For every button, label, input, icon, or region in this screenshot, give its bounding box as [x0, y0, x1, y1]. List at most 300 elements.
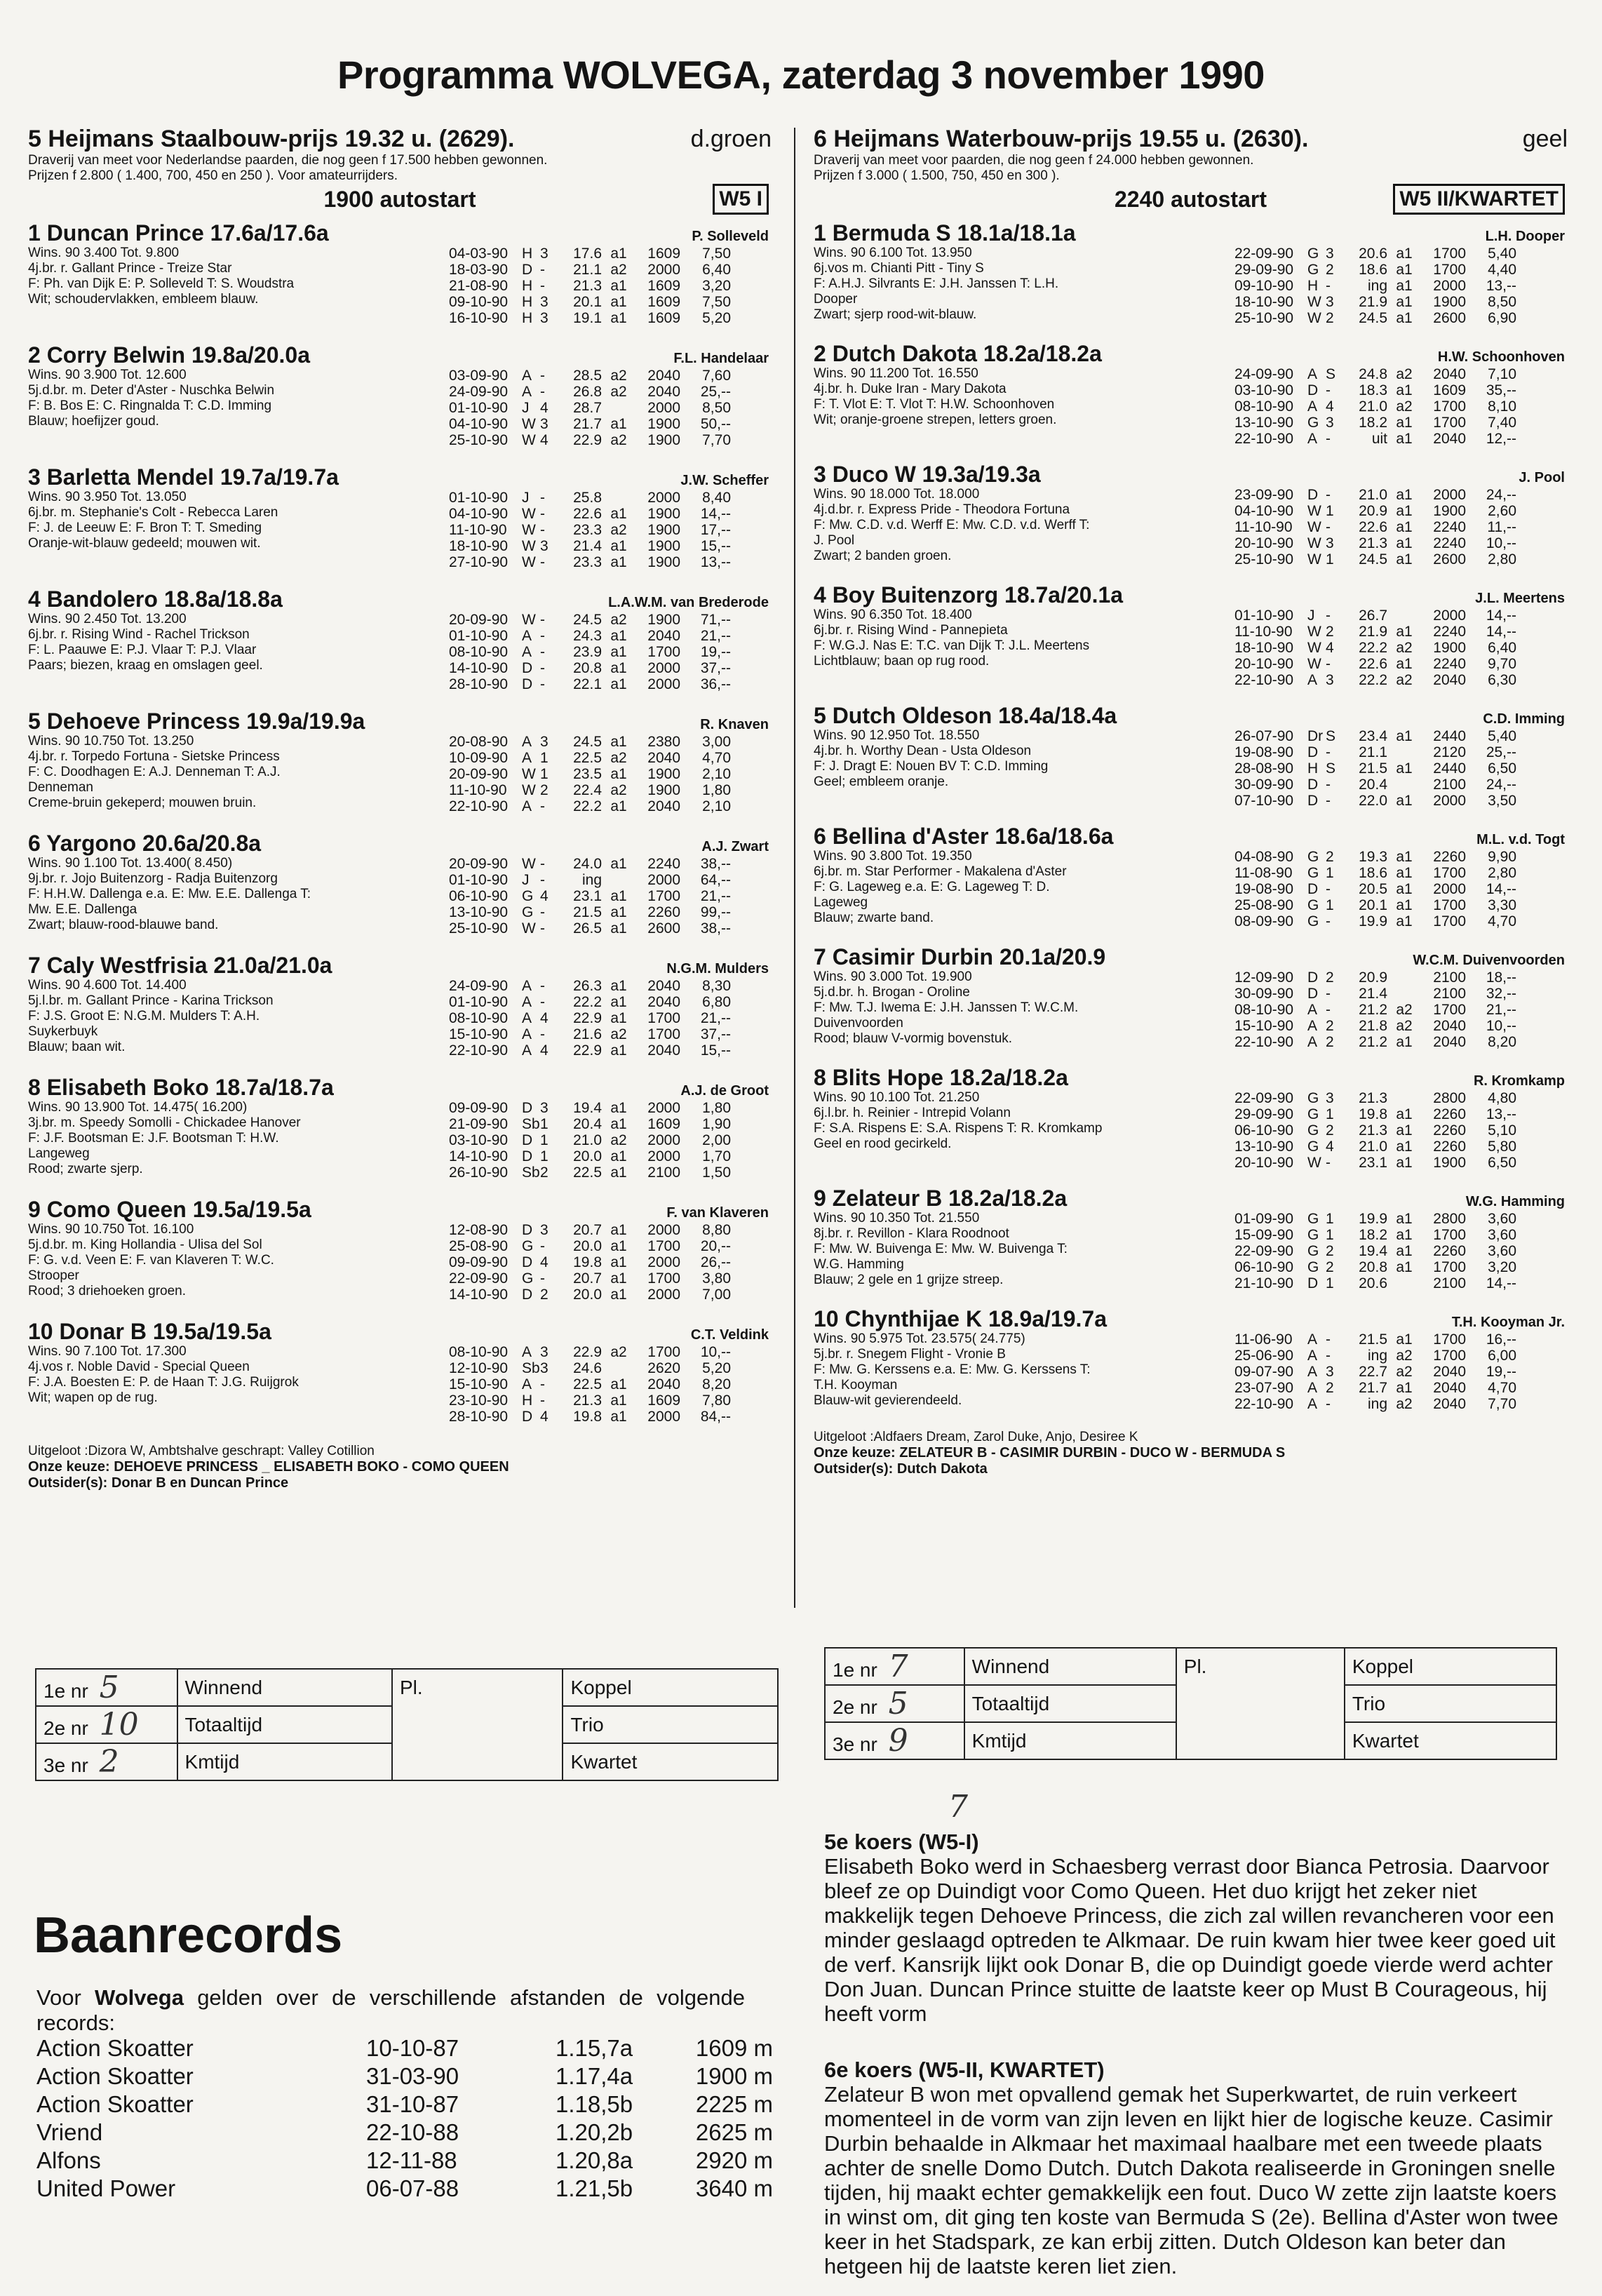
- run-track: D: [1307, 881, 1319, 897]
- horse-info-line: Geel en rood gecirkeld.: [814, 1136, 952, 1151]
- run-km-time: 22.5: [573, 1376, 602, 1392]
- horse-entry: [814, 1186, 1568, 1302]
- horse-info-line: F: S.A. Rispens E: S.A. Rispens T: R. Kromkamp: [814, 1121, 1103, 1136]
- run-start: a1: [1396, 728, 1413, 744]
- run-km-time: 20.1: [573, 294, 602, 310]
- run-place: -: [540, 554, 545, 570]
- run-km-time: 22.2: [573, 798, 602, 814]
- run-distance: 1900: [647, 612, 680, 628]
- run-row: [1234, 294, 1568, 310]
- run-odds: 2,10: [702, 766, 731, 782]
- run-start: a1: [1396, 310, 1413, 326]
- horse-details: [814, 487, 1568, 568]
- run-start: a2: [610, 262, 627, 278]
- race-color: d.groen: [690, 126, 772, 152]
- horse-info-line: 6j.l.br. h. Reinier - Intrepid Volann: [814, 1106, 1011, 1120]
- run-date: 20-10-90: [1234, 656, 1294, 672]
- horse-info-line: Wins. 90 13.900 Tot. 14.475( 16.200): [28, 1100, 248, 1115]
- run-date: 25-10-90: [449, 432, 509, 448]
- baanrecords-title: Baanrecords: [34, 1907, 343, 1963]
- run-place: 3: [1326, 415, 1334, 431]
- run-row: [1234, 415, 1568, 431]
- horse-info-line: Wit; schoudervlakken, embleem blauw.: [28, 292, 259, 307]
- run-place: 3: [540, 1360, 548, 1376]
- run-date: 09-09-90: [449, 1254, 509, 1270]
- run-distance: 2260: [647, 904, 680, 920]
- run-row: [1234, 1380, 1568, 1396]
- run-odds: 25,--: [700, 384, 731, 400]
- race-5-column: [28, 125, 772, 1491]
- horse-info-line: Lageweg: [814, 895, 868, 910]
- run-distance: 2240: [1433, 519, 1466, 535]
- run-date: 18-10-90: [1234, 640, 1294, 656]
- run-date: 18-03-90: [449, 262, 509, 278]
- run-km-time: 20.0: [573, 1238, 602, 1254]
- run-row: [1234, 366, 1568, 382]
- horse-details: [814, 1090, 1568, 1171]
- record-row: [36, 2175, 773, 2203]
- run-track: A: [522, 1344, 532, 1360]
- run-place: -: [540, 1392, 545, 1409]
- run-place: -: [540, 628, 545, 644]
- horse-info-line: F: Ph. van Dijk E: P. Solleveld T: S. Woudstra: [28, 276, 295, 291]
- run-date: 24-09-90: [449, 978, 509, 994]
- run-track: A: [1307, 1034, 1318, 1050]
- run-track: W: [1307, 310, 1321, 326]
- run-odds: 1,80: [702, 1100, 731, 1116]
- run-start: a1: [1396, 1331, 1413, 1348]
- record-horse: Action Skoatter: [36, 2035, 194, 2061]
- run-row: [1234, 1396, 1568, 1412]
- run-distance: 2100: [647, 1164, 680, 1181]
- run-km-time: 22.9: [573, 1042, 602, 1059]
- horse-name: 8 Elisabeth Boko 18.7a/18.7a: [28, 1075, 334, 1100]
- horse-details: [28, 734, 772, 814]
- run-track: W: [522, 432, 536, 448]
- run-date: 28-08-90: [1234, 760, 1294, 777]
- run-km-time: 22.4: [573, 782, 602, 798]
- run-place: 3: [540, 1222, 548, 1238]
- run-odds: 5,40: [1488, 246, 1516, 262]
- horse-info: [814, 849, 1234, 929]
- run-track: G: [522, 1270, 534, 1287]
- run-place: 1: [540, 1148, 548, 1164]
- run-odds: 26,--: [700, 1254, 731, 1270]
- run-odds: 7,70: [702, 432, 731, 448]
- run-distance: 1700: [647, 888, 680, 904]
- race-heading: [814, 125, 1568, 153]
- horse-info-line: Wins. 90 3.800 Tot. 19.350: [814, 849, 972, 864]
- run-track: A: [1307, 398, 1318, 415]
- run-row: [1234, 607, 1568, 624]
- run-odds: 4,70: [1488, 1380, 1516, 1396]
- run-km-time: 20.9: [1359, 969, 1387, 986]
- run-row: [1234, 535, 1568, 551]
- run-place: 2: [1326, 969, 1334, 986]
- trainer-name: A.J. de Groot: [680, 1083, 769, 1099]
- run-date: 22-10-90: [1234, 431, 1294, 447]
- run-place: -: [540, 644, 545, 660]
- run-date: 20-09-90: [449, 612, 509, 628]
- horse-details: [28, 1222, 772, 1303]
- result-label: Pl.: [1176, 1648, 1345, 1759]
- run-odds: 7,80: [702, 1392, 731, 1409]
- run-row: [1234, 1259, 1568, 1275]
- run-place: -: [540, 1270, 545, 1287]
- run-start: a2: [610, 1132, 627, 1148]
- run-start: a1: [610, 1254, 627, 1270]
- run-start: a1: [610, 294, 627, 310]
- run-distance: 2240: [647, 856, 680, 872]
- run-odds: 3,50: [1488, 793, 1516, 809]
- run-start: a1: [610, 1100, 627, 1116]
- run-distance: 2040: [647, 384, 680, 400]
- run-distance: 2600: [1433, 310, 1466, 326]
- record-date: 06-07-88: [366, 2175, 459, 2201]
- run-row: [1234, 760, 1568, 777]
- run-odds: 2,10: [702, 798, 731, 814]
- run-odds: 2,80: [1488, 551, 1516, 568]
- run-row: [449, 1376, 772, 1392]
- run-odds: 8,80: [702, 1222, 731, 1238]
- run-place: 4: [540, 400, 548, 416]
- commentary-text: Elisabeth Boko werd in Schaesberg verrast door Bianca Petrosia. Daarvoor bleef ze op Duindigt voor Como Queen. Het duo krijgt het zeker niet makkelijk tegen Dehoeve Princess, die zich zal willen revancheren voor een minder geslaagd optreden te Alkmaar. De ruin kwam hier twee keer goed uit de verf. Kansrijk lijkt ook Donar B, die op Duindigt goede vierde werd achter Don Juan. Duncan Prince stuitte de laatste keer op Must B Courageous, hij heeft vorm: [824, 1854, 1556, 2026]
- run-odds: 3,30: [1488, 897, 1516, 913]
- run-odds: 8,30: [702, 978, 731, 994]
- run-date: 30-09-90: [1234, 986, 1294, 1002]
- run-place: 3: [1326, 246, 1334, 262]
- recent-runs: [1234, 366, 1568, 447]
- horse-info-line: Zwart; blauw-rood-blauwe band.: [28, 918, 219, 932]
- trainer-name: R. Kromkamp: [1473, 1073, 1565, 1089]
- run-km-time: 24.5: [573, 734, 602, 750]
- race-heading: [28, 125, 772, 153]
- result-label: Pl.: [392, 1669, 563, 1780]
- run-odds: 6,40: [1488, 640, 1516, 656]
- commentary-heading: 6e koers (W5-II, KWARTET): [824, 2057, 1105, 2082]
- run-track: A: [1307, 1002, 1318, 1018]
- run-start: a2: [610, 782, 627, 798]
- trainer-name: W.C.M. Duivenvoorden: [1413, 953, 1565, 968]
- run-date: 03-10-90: [1234, 382, 1294, 398]
- trainer-name: N.G.M. Mulders: [666, 961, 769, 976]
- run-place: -: [1326, 1155, 1331, 1171]
- horse-info-line: Wit; wapen op de rug.: [28, 1390, 158, 1405]
- run-row: [449, 278, 772, 294]
- horse-name: 10 Chynthijae K 18.9a/19.7a: [814, 1306, 1107, 1331]
- run-km-time: 24.5: [1359, 551, 1387, 568]
- run-place: -: [1326, 881, 1331, 897]
- horse-name: 4 Boy Buitenzorg 18.7a/20.1a: [814, 582, 1124, 607]
- horse-info-line: 4j.br. r. Torpedo Fortuna - Sietske Princess: [28, 749, 280, 764]
- run-track: W: [522, 538, 536, 554]
- run-date: 11-10-90: [449, 522, 507, 538]
- horse-details: [814, 366, 1568, 447]
- run-distance: 1609: [647, 246, 680, 262]
- run-distance: 1700: [1433, 246, 1466, 262]
- run-odds: 37,--: [700, 660, 731, 676]
- run-start: a1: [610, 1222, 627, 1238]
- run-track: W: [1307, 551, 1321, 568]
- horse-details: [814, 849, 1568, 929]
- run-start: a1: [610, 904, 627, 920]
- horse-info-line: Mw. E.E. Dallenga: [28, 902, 137, 917]
- run-place: 3: [540, 1100, 548, 1116]
- run-distance: 2040: [1433, 1380, 1466, 1396]
- run-odds: 9,70: [1488, 656, 1516, 672]
- run-distance: 1900: [647, 522, 680, 538]
- run-start: [602, 1360, 635, 1376]
- run-date: 15-10-90: [449, 1026, 509, 1042]
- run-km-time: 21.9: [1359, 294, 1387, 310]
- recent-runs: [449, 978, 772, 1059]
- run-row: [449, 1360, 772, 1376]
- run-date: 30-09-90: [1234, 777, 1294, 793]
- run-place: -: [540, 920, 545, 936]
- run-place: 2: [540, 782, 548, 798]
- horse-entry: [814, 582, 1568, 699]
- run-start: a1: [1396, 519, 1413, 535]
- run-distance: 2000: [1433, 881, 1466, 897]
- race-6-result-table: [824, 1647, 1557, 1760]
- run-distance: 1700: [647, 1270, 680, 1287]
- run-place: 3: [540, 246, 548, 262]
- race-conditions: Draverij van meet voor paarden, die nog geen f 24.000 hebben gewonnen.: [814, 153, 1254, 168]
- run-track: A: [1307, 1396, 1318, 1412]
- run-place: -: [540, 278, 545, 294]
- run-track: D: [522, 262, 533, 278]
- bet-type: Koppel: [1345, 1648, 1556, 1685]
- run-place: -: [540, 612, 545, 628]
- run-distance: 2440: [1433, 760, 1466, 777]
- run-place: -: [540, 1238, 545, 1254]
- run-distance: 2000: [647, 1100, 680, 1116]
- run-place: 3: [540, 734, 548, 750]
- run-row: [1234, 1034, 1568, 1050]
- run-km-time: 22.9: [573, 1010, 602, 1026]
- run-place: 1: [540, 1132, 548, 1148]
- horse-name: 6 Yargono 20.6a/20.8a: [28, 831, 262, 856]
- run-track: W: [522, 522, 536, 538]
- run-row: [449, 872, 772, 888]
- run-track: G: [1307, 415, 1319, 431]
- run-odds: 15,--: [700, 1042, 731, 1059]
- run-date: 04-08-90: [1234, 849, 1294, 865]
- run-start: a2: [610, 1026, 627, 1042]
- run-row: [1234, 777, 1568, 793]
- run-distance: 2000: [647, 262, 680, 278]
- horse-info-line: 9j.br. r. Jojo Buitenzorg - Radja Buitenzorg: [28, 871, 278, 886]
- race-title: 5 Heijmans Staalbouw-prijs 19.32 u. (2629).: [28, 126, 515, 152]
- run-odds: 16,--: [1486, 1331, 1516, 1348]
- run-start: a1: [1396, 1243, 1413, 1259]
- run-track: J: [522, 872, 530, 888]
- bet-type: Koppel: [563, 1669, 778, 1706]
- run-km-time: 20.5: [1359, 881, 1387, 897]
- run-start: a1: [610, 1042, 627, 1059]
- horse-info-line: 5j.br. r. Snegem Flight - Vronie B: [814, 1347, 1006, 1362]
- run-odds: 19,--: [700, 644, 731, 660]
- race-conditions: Draverij van meet voor Nederlandse paarden, die nog geen f 17.500 hebben gewonnen.: [28, 153, 548, 168]
- run-km-time: 21.8: [1359, 1018, 1387, 1034]
- run-track: D: [1307, 487, 1319, 503]
- run-km-time: 20.9: [1359, 503, 1387, 519]
- result-label: 2e nr: [43, 1717, 88, 1739]
- handwritten-number: 2: [99, 1744, 119, 1780]
- horse-info-line: F: J.F. Bootsman E: J.F. Bootsman T: H.W.: [28, 1131, 279, 1146]
- run-date: 28-10-90: [449, 1409, 509, 1425]
- record-row: [36, 2062, 773, 2090]
- run-track: A: [522, 750, 532, 766]
- horse-info-line: Rood; zwarte sjerp.: [28, 1162, 143, 1176]
- run-place: -: [1326, 1348, 1331, 1364]
- recent-runs: [449, 856, 772, 936]
- run-date: 23-10-90: [449, 1392, 509, 1409]
- outsiders: [814, 1461, 1568, 1477]
- run-km-time: 24.6: [573, 1360, 602, 1376]
- run-place: -: [1326, 278, 1331, 294]
- run-distance: 1700: [647, 644, 680, 660]
- run-start: a1: [610, 310, 627, 326]
- run-start: [1387, 1090, 1421, 1106]
- run-distance: 1700: [647, 1238, 680, 1254]
- run-distance: 2120: [1433, 744, 1466, 760]
- run-row: [1234, 1275, 1568, 1291]
- run-start: a2: [610, 368, 627, 384]
- run-distance: 1900: [1433, 503, 1466, 519]
- run-track: G: [1307, 1243, 1319, 1259]
- horse-info: [28, 734, 449, 814]
- run-place: 1: [1326, 1227, 1334, 1243]
- run-track: A: [1307, 1348, 1318, 1364]
- run-row: [1234, 382, 1568, 398]
- run-distance: 1609: [1433, 382, 1466, 398]
- run-start: a1: [1396, 1034, 1413, 1050]
- horse-info-line: Oranje-wit-blauw gedeeld; mouwen wit.: [28, 536, 261, 551]
- run-place: -: [540, 660, 545, 676]
- horse-info: [814, 246, 1234, 326]
- run-place: 2: [1326, 1380, 1334, 1396]
- handwritten-number: 5: [99, 1670, 119, 1705]
- horse-info-line: 8j.br. r. Revillon - Klara Roodnoot: [814, 1226, 1009, 1241]
- run-distance: 2040: [647, 798, 680, 814]
- horse-info: [814, 728, 1234, 809]
- run-odds: 4,70: [702, 750, 731, 766]
- run-row: [449, 798, 772, 814]
- horse-info-line: 6j.vos m. Chianti Pitt - Tiny S: [814, 261, 984, 276]
- run-date: 01-10-90: [449, 994, 509, 1010]
- run-km-time: 23.3: [573, 554, 602, 570]
- run-km-time: 22.0: [1359, 793, 1387, 809]
- run-distance: 1700: [1433, 913, 1466, 929]
- horse-info-line: 6j.br. m. Star Performer - Makalena d'Aster: [814, 864, 1067, 879]
- run-track: W: [522, 766, 536, 782]
- horse-info-line: 4j.vos r. Noble David - Special Queen: [28, 1360, 250, 1374]
- run-track: G: [1307, 1139, 1319, 1155]
- run-distance: 2000: [647, 676, 680, 692]
- trainer-name: F. van Klaveren: [666, 1205, 769, 1221]
- run-distance: 2040: [1433, 1018, 1466, 1034]
- horse-info-line: 4j.br. h. Duke Iran - Mary Dakota: [814, 382, 1007, 396]
- run-distance: 1700: [1433, 1348, 1466, 1364]
- run-date: 11-08-90: [1234, 865, 1293, 881]
- run-date: 14-10-90: [449, 660, 509, 676]
- recent-runs: [1234, 849, 1568, 929]
- run-row: [449, 1409, 772, 1425]
- run-track: D: [522, 1254, 533, 1270]
- run-place: -: [540, 368, 545, 384]
- records-list: [36, 2034, 773, 2203]
- run-date: 01-09-90: [1234, 1211, 1294, 1227]
- run-km-time: 21.4: [1359, 986, 1387, 1002]
- run-track: W: [522, 416, 536, 432]
- run-date: 04-10-90: [449, 506, 509, 522]
- run-km-time: 19.4: [1359, 1243, 1387, 1259]
- run-km-time: 22.2: [1359, 640, 1387, 656]
- run-row: [449, 978, 772, 994]
- run-track: A: [1307, 1018, 1318, 1034]
- record-distance: 2625 m: [695, 2119, 773, 2145]
- run-start: a1: [1396, 503, 1413, 519]
- run-km-time: 22.2: [573, 994, 602, 1010]
- run-track: W: [1307, 640, 1321, 656]
- run-distance: 2240: [1433, 624, 1466, 640]
- horse-info: [28, 490, 449, 570]
- record-date: 31-03-90: [366, 2063, 459, 2089]
- run-odds: 4,80: [1488, 1090, 1516, 1106]
- commentary-heading: 5e koers (W5-I): [824, 1830, 979, 1854]
- run-date: 12-10-90: [449, 1360, 509, 1376]
- run-start: a2: [1396, 1348, 1413, 1364]
- run-km-time: 20.8: [1359, 1259, 1387, 1275]
- run-km-time: ing: [1367, 1396, 1387, 1412]
- run-row: [449, 994, 772, 1010]
- result-label: 3e nr: [833, 1733, 877, 1755]
- run-track: W: [522, 856, 536, 872]
- run-place: -: [1326, 913, 1331, 929]
- run-km-time: 20.1: [1359, 897, 1387, 913]
- race-conditions: Prijzen f 3.000 ( 1.500, 750, 450 en 300 ).: [814, 168, 1060, 183]
- run-km-time: 23.4: [1359, 728, 1387, 744]
- run-date: 24-09-90: [1234, 366, 1294, 382]
- run-odds: 35,--: [1486, 382, 1516, 398]
- race-footer: [28, 1444, 772, 1491]
- run-row: [1234, 969, 1568, 986]
- run-place: 2: [1326, 849, 1334, 865]
- run-distance: 1700: [1433, 865, 1466, 881]
- record-horse: Action Skoatter: [36, 2063, 194, 2089]
- run-start: a1: [610, 676, 627, 692]
- horse-entry: [814, 1065, 1568, 1181]
- run-row: [449, 1026, 772, 1042]
- run-odds: 21,--: [700, 888, 731, 904]
- run-start: a1: [610, 278, 627, 294]
- run-odds: 3,80: [702, 1270, 731, 1287]
- run-row: [449, 1100, 772, 1116]
- recent-runs: [449, 490, 772, 570]
- run-track: G: [1307, 262, 1319, 278]
- record-row: [36, 2147, 773, 2175]
- horse-entry: [28, 1075, 772, 1193]
- run-track: G: [1307, 1090, 1319, 1106]
- result-label: Kmtijd: [964, 1722, 1176, 1759]
- run-start: a1: [1396, 278, 1413, 294]
- run-km-time: 21.0: [1359, 487, 1387, 503]
- run-start: a1: [1396, 897, 1413, 913]
- run-start: [1387, 607, 1421, 624]
- run-distance: 2380: [647, 734, 680, 750]
- run-start: a1: [610, 994, 627, 1010]
